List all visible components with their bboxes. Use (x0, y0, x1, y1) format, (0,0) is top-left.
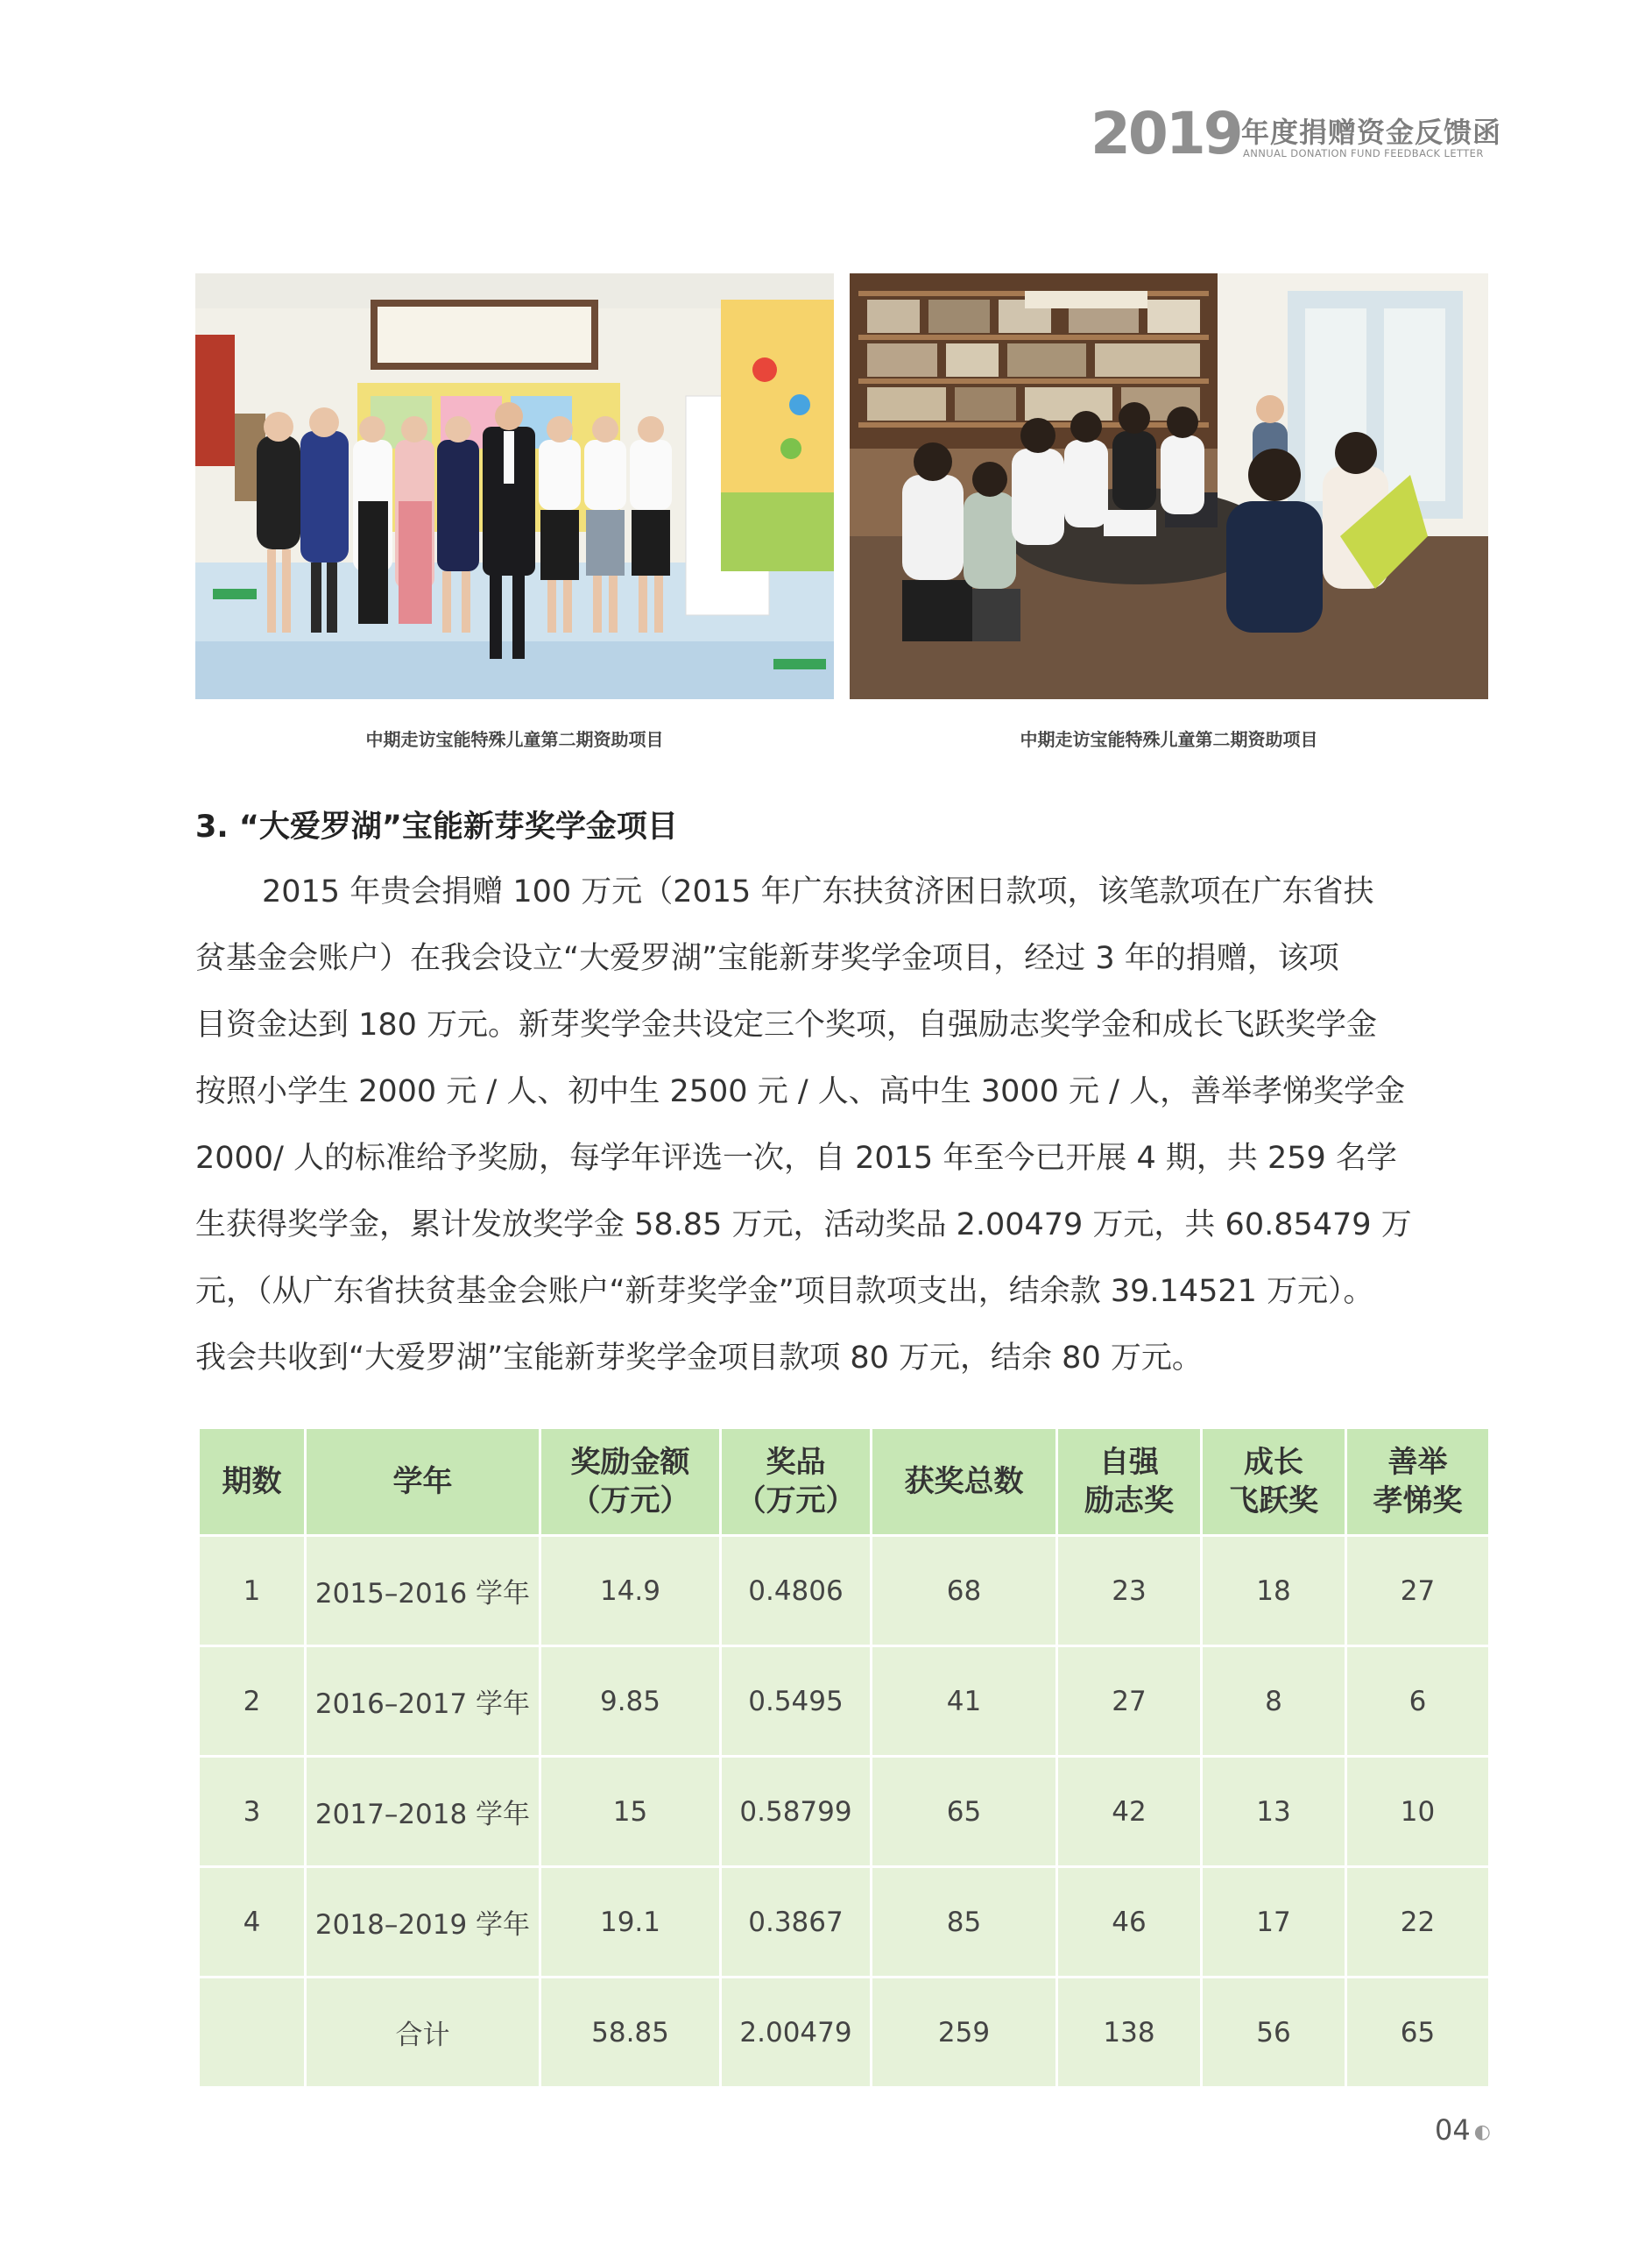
table-cell: 2.00479 (721, 1978, 872, 2088)
table-cell: 13 (1202, 1757, 1346, 1867)
photo-caption-right: 中期走访宝能特殊儿童第二期资助项目 (1020, 729, 1318, 750)
table-cell: 22 (1346, 1867, 1490, 1978)
table-cell: 0.4806 (721, 1536, 872, 1646)
section-title: 3. “大爱罗湖”宝能新芽奖学金项目 (195, 810, 678, 845)
table-cell: 68 (872, 1536, 1057, 1646)
group-photo (195, 273, 834, 699)
table-cell: 0.58799 (721, 1757, 872, 1867)
table-cell: 27 (1057, 1646, 1202, 1757)
table-cell: 10 (1346, 1757, 1490, 1867)
table-cell: 41 (872, 1646, 1057, 1757)
table-cell: 19.1 (540, 1867, 721, 1978)
page-number-text: 04 (1435, 2113, 1471, 2147)
table-cell: 15 (540, 1757, 721, 1867)
scholarship-table (197, 1426, 1491, 2089)
table-cell: 2017–2018 学年 (306, 1757, 540, 1867)
table-total-row (199, 1978, 1490, 2088)
table-cell: 46 (1057, 1867, 1202, 1978)
body-line: 贫基金会账户）在我会设立“大爱罗湖”宝能新芽奖学金项目，经过 3 年的捐赠，该项 (195, 941, 1339, 976)
body-line: 2000/ 人的标准给予奖励，每学年评选一次，自 2015 年至今已开展 4 期，共 259 名学 (195, 1141, 1397, 1176)
header-title: 年度捐赠资金反馈函 (1241, 116, 1502, 149)
table-row (199, 1646, 1490, 1757)
meeting-photo (850, 273, 1488, 699)
table-cell: 0.3867 (721, 1867, 872, 1978)
header-cell: 期数 (199, 1428, 306, 1536)
photo-caption-left: 中期走访宝能特殊儿童第二期资助项目 (365, 729, 664, 750)
table-cell: 17 (1202, 1867, 1346, 1978)
table-cell: 23 (1057, 1536, 1202, 1646)
header-subtitle: ANNUAL DONATION FUND FEEDBACK LETTER (1243, 147, 1484, 159)
header-cell: 获奖总数 (872, 1428, 1057, 1536)
body-line: 生获得奖学金，累计发放奖学金 58.85 万元，活动奖品 2.00479 万元，共 60.85479 万 (195, 1207, 1412, 1242)
header-cell: 奖品 （万元） (721, 1428, 872, 1536)
table-cell: 合计 (306, 1978, 540, 2088)
table-cell: 3 (199, 1757, 306, 1867)
table-cell: 8 (1202, 1646, 1346, 1757)
table-cell: 65 (1346, 1978, 1490, 2088)
table-cell: 58.85 (540, 1978, 721, 2088)
table-cell: 259 (872, 1978, 1057, 2088)
scholarship-table-container (197, 1426, 1488, 2089)
table-header (199, 1428, 1490, 1536)
table-row (199, 1757, 1490, 1867)
table-cell: 4 (199, 1867, 306, 1978)
year-logo (1091, 100, 1241, 167)
year-text: 2019 (1091, 100, 1241, 167)
table-cell: 2018–2019 学年 (306, 1867, 540, 1978)
page-header (1091, 100, 1502, 169)
table-row (199, 1536, 1490, 1646)
table-cell: 85 (872, 1867, 1057, 1978)
header-cell: 善举 孝悌奖 (1346, 1428, 1490, 1536)
body-line: 我会共收到“大爱罗湖”宝能新芽奖学金项目款项 80 万元，结余 80 万元。 (195, 1341, 1203, 1376)
table-cell: 14.9 (540, 1536, 721, 1646)
table-row (199, 1867, 1490, 1978)
table-cell: 2 (199, 1646, 306, 1757)
table-cell: 6 (1346, 1646, 1490, 1757)
body-line: 目资金达到 180 万元。新芽奖学金共设定三个奖项，自强励志奖学金和成长飞跃奖学金 (195, 1008, 1378, 1043)
table-cell: 138 (1057, 1978, 1202, 2088)
header-cell: 学年 (306, 1428, 540, 1536)
table-cell: 9.85 (540, 1646, 721, 1757)
table-cell: 65 (872, 1757, 1057, 1867)
header-cell: 奖励金额 （万元） (540, 1428, 721, 1536)
header-cell: 自强 励志奖 (1057, 1428, 1202, 1536)
table-cell (199, 1978, 306, 2088)
body-line: 元，（从广东省扶贫基金会账户“新芽奖学金”项目款项支出，结余款 39.14521 万元）。 (195, 1274, 1374, 1309)
table-cell: 18 (1202, 1536, 1346, 1646)
body-line: 按照小学生 2000 元 / 人、初中生 2500 元 / 人、高中生 3000 元 / 人，善举孝悌奖学金 (195, 1074, 1406, 1109)
table-cell: 27 (1346, 1536, 1490, 1646)
page-number (1435, 2113, 1491, 2147)
table-cell: 56 (1202, 1978, 1346, 2088)
table-cell: 2016–2017 学年 (306, 1646, 540, 1757)
body-line: 2015 年贵会捐赠 100 万元（2015 年广东扶贫济困日款项，该笔款项在广东省扶 (262, 874, 1374, 909)
page-marker-icon: ◐ (1473, 2120, 1491, 2143)
table-cell: 2015–2016 学年 (306, 1536, 540, 1646)
table-cell: 1 (199, 1536, 306, 1646)
header-cell: 成长 飞跃奖 (1202, 1428, 1346, 1536)
section-body (195, 859, 1488, 1391)
table-cell: 0.5495 (721, 1646, 872, 1757)
table-cell: 42 (1057, 1757, 1202, 1867)
